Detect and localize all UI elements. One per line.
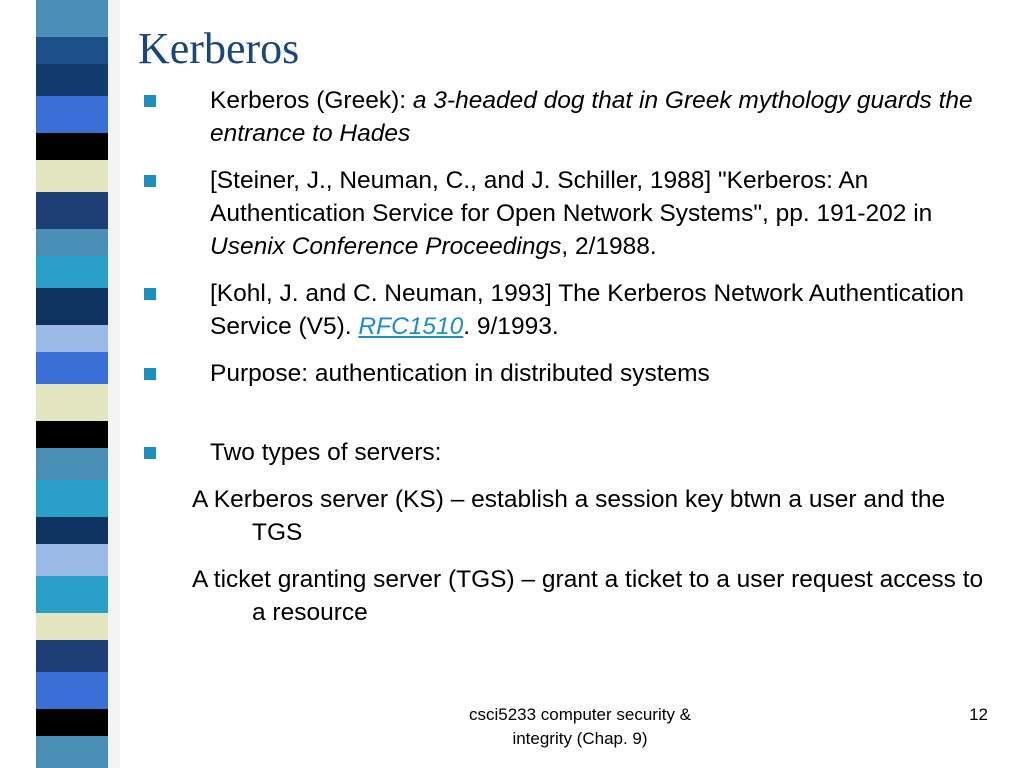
bullet-reference-1993 — [142, 277, 992, 343]
strip-band — [36, 352, 108, 384]
bullet-text-suffix: , 2/1988. — [561, 233, 657, 260]
strip-band — [36, 96, 108, 133]
slide-title: Kerberos — [138, 24, 300, 73]
slide-footer — [400, 703, 760, 751]
strip-band — [36, 192, 108, 229]
strip-band — [36, 736, 108, 768]
strip-band — [36, 480, 108, 517]
bullet-text-plain: Kerberos (Greek): — [210, 87, 413, 114]
bullet-text-plain: [Kohl, J. and C. Neuman, 1993] The Kerberos Network Authentication Service (V5). — [210, 280, 965, 340]
bullet-text-suffix: . 9/1993. — [463, 313, 559, 340]
bullet-text: Two types of servers: — [210, 439, 442, 466]
strip-band — [36, 709, 108, 736]
strip-band — [36, 160, 108, 192]
bullet-text — [210, 164, 992, 263]
bullet-text — [210, 84, 992, 150]
footer-line-1: csci5233 computer security & — [468, 705, 692, 724]
strip-band — [36, 640, 108, 672]
square-bullet-icon — [144, 368, 156, 380]
strip-band — [36, 256, 108, 288]
bullet-text-plain: [Steiner, J., Neuman, C., and J. Schiller, 1988] "Kerberos: An Authentication Service for Open Network Systems", pp. 191-202 in — [210, 167, 933, 227]
bullet-reference-1988 — [142, 164, 992, 263]
square-bullet-icon — [144, 288, 156, 300]
strip-band — [36, 288, 108, 325]
slide-content — [142, 84, 992, 643]
strip-band — [36, 672, 108, 709]
strip-band — [36, 229, 108, 256]
bullet-text-italic: Usenix Conference Proceedings — [210, 233, 562, 260]
strip-band — [36, 325, 108, 352]
strip-band — [36, 421, 108, 448]
rfc1510-link[interactable]: RFC1510 — [358, 313, 464, 340]
strip-band — [36, 613, 108, 640]
bullet-purpose — [142, 357, 992, 390]
page-number: 12 — [969, 705, 988, 724]
strip-band — [36, 133, 108, 160]
square-bullet-icon — [144, 175, 156, 187]
strip-band — [36, 64, 108, 96]
decorative-strip — [36, 0, 108, 768]
bullet-text — [210, 277, 992, 343]
decorative-strip-shadow — [108, 0, 120, 768]
footer-line-2: integrity (Chap. 9) — [512, 729, 648, 748]
strip-band — [36, 0, 108, 37]
bullet-server-types — [142, 436, 992, 469]
strip-band — [36, 576, 108, 613]
strip-band — [36, 448, 108, 480]
square-bullet-icon — [144, 95, 156, 107]
bullet-text: Purpose: authentication in distributed systems — [210, 360, 710, 387]
strip-band — [36, 517, 108, 544]
sub-item-ticket-granting-server: A ticket granting server (TGS) – grant a ticket to a user request access to a resource — [192, 566, 984, 626]
strip-band — [36, 37, 108, 64]
bullet-etymology — [142, 84, 992, 150]
bullet-text-italic: a 3-headed dog that in Greek mythology guards the entrance to Hades — [210, 87, 973, 147]
sub-item-kerberos-server: A Kerberos server (KS) – establish a session key btwn a user and the TGS — [192, 486, 946, 546]
spacer — [142, 404, 992, 436]
strip-band — [36, 544, 108, 576]
square-bullet-icon — [144, 447, 156, 459]
strip-band — [36, 384, 108, 421]
